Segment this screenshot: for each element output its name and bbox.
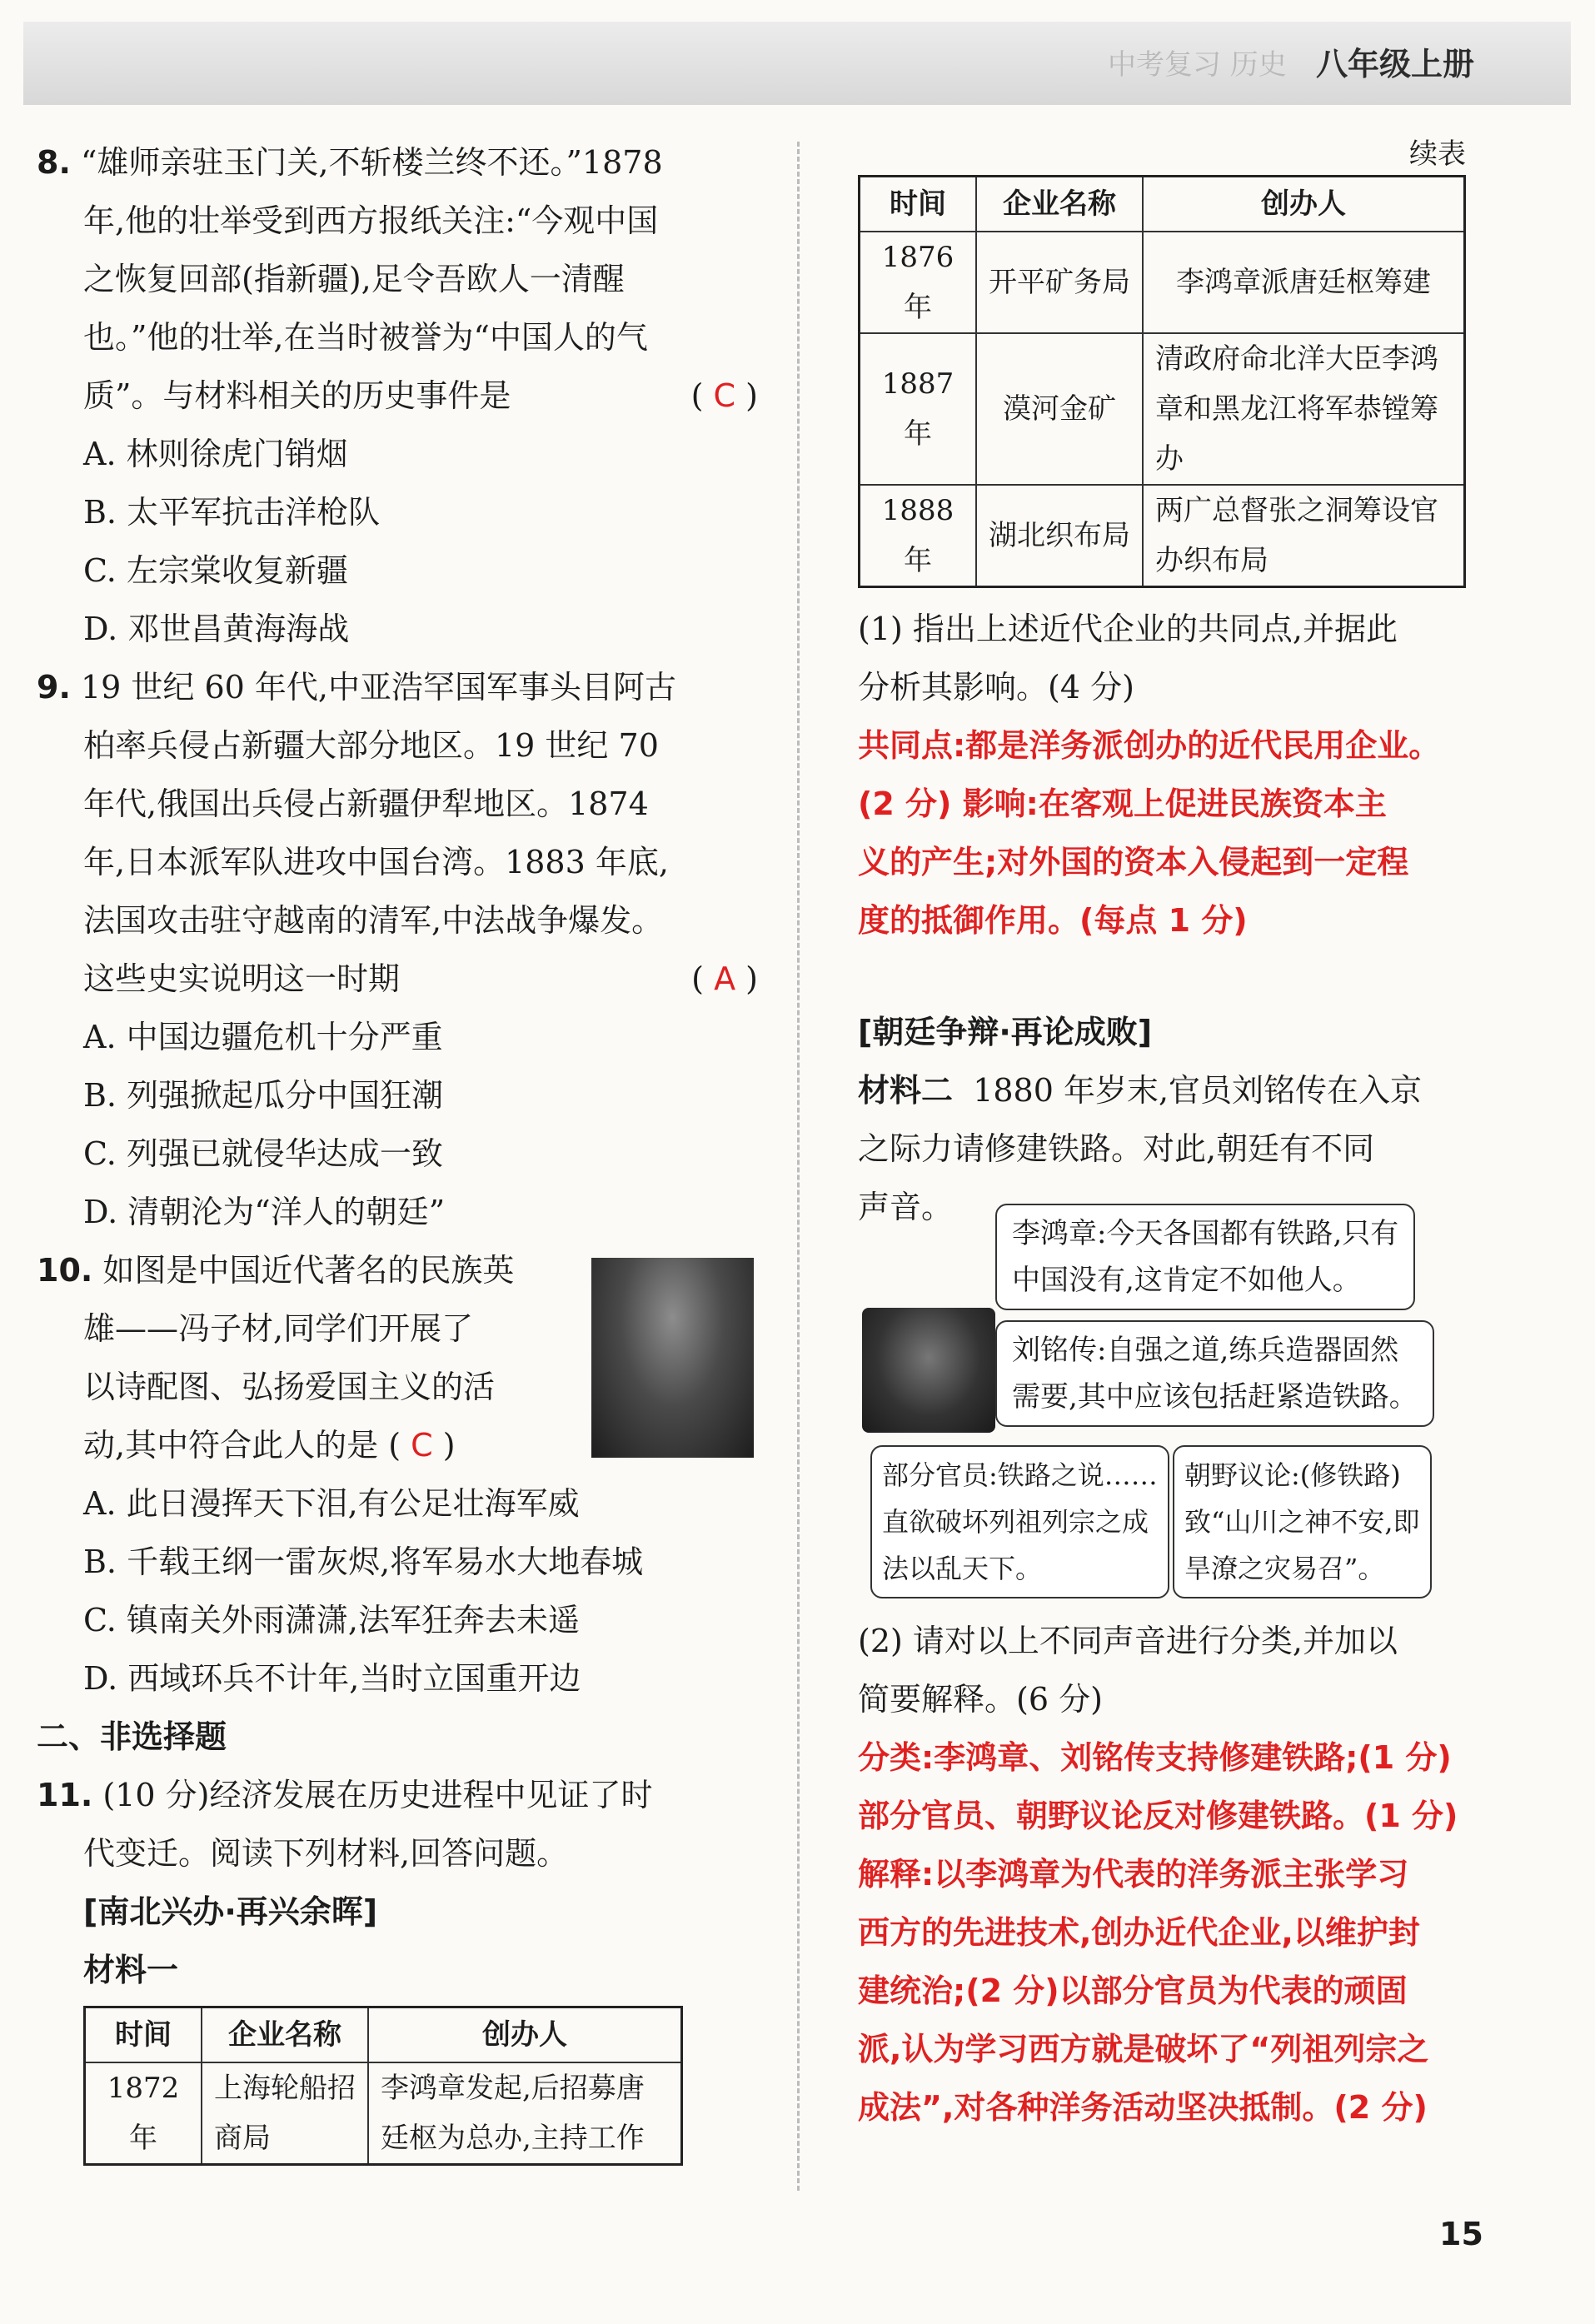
table-cell: 李鸿章派唐廷枢筹建 (1143, 232, 1465, 333)
section-title: 二、非选择题 (37, 1718, 227, 1755)
continued-table-label: 续表 (1409, 137, 1466, 171)
bubble-text: 部分官员:铁路之说…… (882, 1459, 1158, 1491)
answer-text: 派,认为学习西方就是破坏了“列祖列宗之 (858, 2031, 1429, 2067)
option: D. 邓世昌黄海海战 (83, 611, 350, 647)
table-cell: 两广总督张之洞筹设官办织布局 (1143, 485, 1465, 587)
material2-text: 1880 年岁末,官员刘铭传在入京 (973, 1072, 1423, 1109)
question-11 (37, 1766, 758, 2166)
question-number: 10. (37, 1252, 93, 1289)
bracket-close: ) (745, 377, 758, 414)
option: B. 列强掀起瓜分中国狂潮 (83, 1077, 444, 1114)
table-cell: 1872 年 (85, 2062, 202, 2165)
answer-text: 度的抵御作用。(每点 1 分) (858, 902, 1248, 939)
speech-bubble-li-hongzhang (995, 1204, 1415, 1310)
table-cell: 开平矿务局 (976, 232, 1143, 333)
table-cell: 李鸿章发起,后招募唐廷枢为总办,主持工作 (368, 2062, 682, 2165)
question-text-line: 也。”他的壮举,在当时被誉为“中国人的气 (83, 319, 648, 356)
answer-text: 共同点:都是洋务派创办的近代民用企业。 (858, 727, 1441, 764)
answer-text: 部分官员、朝野议论反对修建铁路。(1 分) (858, 1798, 1458, 1834)
option: A. 此日漫挥天下泪,有公足壮海军威 (83, 1485, 580, 1522)
subquestion-1: 分析其影响。(4 分) (858, 669, 1134, 706)
table-row (860, 333, 1465, 485)
answer-text: 解释:以李鸿章为代表的洋务派主张学习 (858, 1856, 1409, 1893)
question-number: 8. (37, 144, 71, 181)
material1-table-continued (858, 175, 1466, 588)
answer-text: 西方的先进技术,创办近代企业,以维护封 (858, 1914, 1420, 1951)
table-header: 企业名称 (976, 177, 1143, 232)
question-text-line: 年代,俄国出兵侵占新疆伊犁地区。1874 (83, 785, 649, 822)
bubble-text: 朝野议论:(修铁路) (1184, 1459, 1401, 1491)
question-9 (37, 658, 758, 1241)
table-row (85, 2062, 682, 2165)
material2-text: 之际力请修建铁路。对此,朝廷有不同 (858, 1130, 1375, 1167)
page-number: 15 (1439, 2216, 1483, 2252)
answer-text: 建统治;(2 分)以部分官员为代表的顽固 (858, 1972, 1408, 2009)
bracket-open: ( (691, 960, 704, 997)
header-faint-text: 中考复习 历史 (1108, 48, 1287, 82)
question-text-line: “雄师亲驻玉门关,不斩楼兰终不还。”1878 (80, 144, 663, 181)
answer-letter: A (714, 960, 736, 997)
option: C. 左宗棠收复新疆 (83, 552, 348, 589)
answer-bracket (691, 367, 758, 425)
speech-bubble-officials (870, 1445, 1169, 1598)
speech-bubble-liu-mingchuan (995, 1320, 1434, 1427)
bubble-text: 中国没有,这肯定不如他人。 (1012, 1264, 1361, 1297)
question-text-line: 年,日本派军队进攻中国台湾。1883 年底, (83, 844, 669, 880)
option: C. 镇南关外雨潇潇,法军狂奔去未遥 (83, 1602, 580, 1638)
bracket-open: ( (388, 1427, 401, 1464)
question-text-line: 柏率兵侵占新疆大部分地区。19 世纪 70 (83, 727, 659, 764)
subquestion-2: (2) 请对以上不同声音进行分类,并加以 (858, 1623, 1398, 1659)
right-column (858, 133, 1466, 1236)
material1-label: 材料一 (83, 1952, 179, 1988)
table-cell: 1876 年 (860, 232, 977, 333)
table-header: 创办人 (1143, 177, 1465, 232)
option: B. 千载王纲一雷灰烬,将军易水大地春城 (83, 1544, 644, 1580)
question-text-line: 这些史实说明这一时期 (83, 960, 401, 997)
option: C. 列强已就侵华达成一致 (83, 1135, 443, 1172)
question-text-line: 以诗配图、弘扬爱国主义的活 (83, 1369, 496, 1405)
part2-title: [朝廷争辩·再论成败] (858, 1014, 1153, 1050)
table-header: 创办人 (368, 2007, 682, 2063)
bracket-open: ( (690, 377, 704, 414)
table-cell: 漠河金矿 (976, 333, 1143, 485)
table-header-row (85, 2007, 682, 2063)
answer-bracket (378, 1427, 455, 1464)
answer-text: 成法”,对各种洋务活动坚决抵制。(2 分) (858, 2089, 1428, 2126)
question-number: 9. (37, 669, 71, 706)
answer-bracket (691, 950, 758, 1008)
bracket-close: ) (745, 960, 758, 997)
question-text-line: 之恢复回部(指新疆),足令吾欧人一清醒 (83, 261, 625, 297)
table-cell: 1888 年 (860, 485, 977, 587)
answer-letter: C (411, 1427, 433, 1464)
bubble-text: 需要,其中应该包括赶紧造铁路。 (1012, 1380, 1418, 1414)
table-header: 企业名称 (202, 2007, 368, 2063)
answer-text: 分类:李鸿章、刘铭传支持修建铁路;(1 分) (858, 1739, 1452, 1776)
option: B. 太平军抗击洋枪队 (83, 494, 381, 531)
table-header: 时间 (85, 2007, 202, 2063)
question-text-line: 代变迁。阅读下列材料,回答问题。 (83, 1835, 569, 1872)
question-text-line: 动,其中符合此人的是 (83, 1427, 379, 1464)
table-row (860, 232, 1465, 333)
answer-text: (2 分) 影响:在客观上促进民族资本主 (858, 785, 1387, 822)
table-row (860, 485, 1465, 587)
bubble-text: 旱潦之灾易召”。 (1184, 1553, 1385, 1584)
table-cell: 1887 年 (860, 333, 977, 485)
table-header-row (860, 177, 1465, 232)
table-header: 时间 (860, 177, 977, 232)
option: D. 西域环兵不计年,当时立国重开边 (83, 1660, 581, 1697)
answer-letter: C (713, 377, 736, 414)
bubble-text: 直欲破坏列祖列宗之成 (882, 1506, 1149, 1538)
option: A. 中国边疆危机十分严重 (83, 1019, 443, 1055)
bubble-text: 法以乱天下。 (882, 1553, 1043, 1584)
table-cell: 上海轮船招商局 (202, 2062, 368, 2165)
question-text-line: 19 世纪 60 年代,中亚浩罕国军事头目阿古 (80, 669, 677, 706)
answer-text: 义的产生;对外国的资本入侵起到一定程 (858, 844, 1409, 880)
bubble-text: 李鸿章:今天各国都有铁路,只有 (1012, 1217, 1399, 1250)
material2-text: 声音。 (858, 1189, 954, 1225)
left-column (37, 133, 758, 2166)
liu-mingchuan-portrait (862, 1308, 995, 1433)
question-number: 11. (37, 1777, 93, 1813)
option: A. 林则徐虎门销烟 (83, 436, 348, 472)
bubble-text: 致“山川之神不安,即 (1184, 1506, 1420, 1538)
column-divider (797, 142, 800, 2191)
option: D. 清朝沦为“洋人的朝廷” (83, 1194, 446, 1230)
table-cell: 湖北织布局 (976, 485, 1143, 587)
bubble-text: 刘铭传:自强之道,练兵造器固然 (1012, 1334, 1399, 1367)
question-text-line: 如图是中国近代著名的民族英 (102, 1252, 515, 1289)
table-cell: 清政府命北洋大臣李鸿章和黑龙江将军恭镗筹办 (1143, 333, 1465, 485)
right-column-lower (858, 1612, 1466, 2137)
question-text-line: 年,他的壮举受到西方报纸关注:“今观中国 (83, 202, 659, 239)
bracket-close: ) (442, 1427, 456, 1464)
material2-label: 材料二 (858, 1072, 954, 1109)
question-8 (37, 133, 758, 658)
question-text-line: 雄——冯子材,同学们开展了 (83, 1310, 474, 1347)
subquestion-1: (1) 指出上述近代企业的共同点,并据此 (858, 611, 1398, 647)
material1-table (83, 2006, 683, 2166)
header-grade-label: 八年级上册 (1316, 46, 1475, 82)
question-text-line: 质”。与材料相关的历史事件是 (83, 377, 511, 414)
question-text-line: (10 分)经济发展在历史进程中见证了时 (102, 1777, 653, 1813)
speech-bubble-public (1173, 1445, 1432, 1598)
question-text-line: 法国攻击驻守越南的清军,中法战争爆发。 (83, 902, 664, 939)
subquestion-2: 简要解释。(6 分) (858, 1681, 1103, 1718)
part1-title: [南北兴办·再兴余晖] (83, 1893, 378, 1930)
feng-zicai-portrait (591, 1258, 754, 1458)
